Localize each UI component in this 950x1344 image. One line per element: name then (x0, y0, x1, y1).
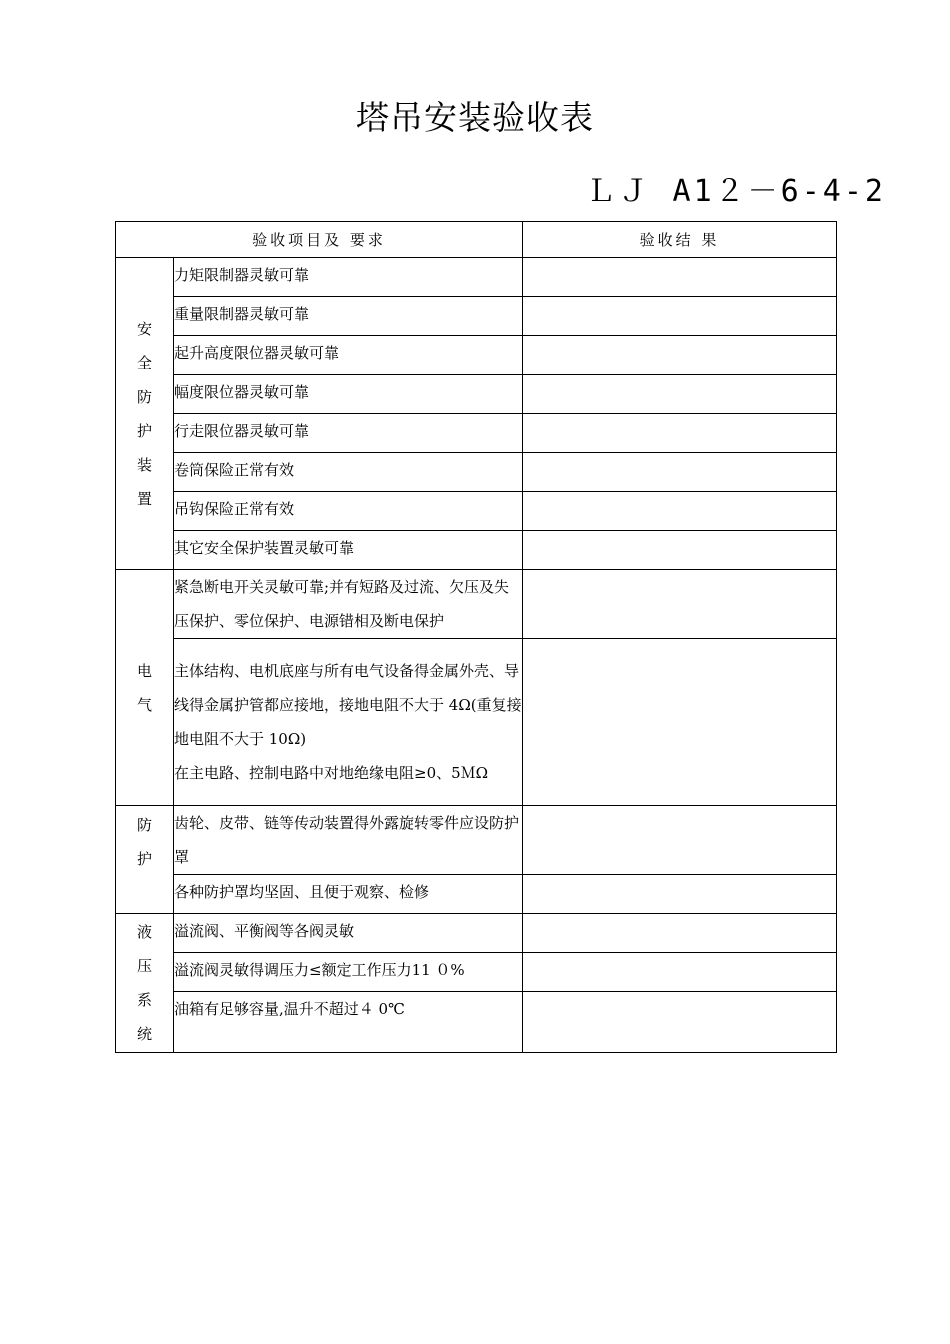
item-text: 油箱有足够容量,温升不超过４ 0℃ (174, 992, 523, 1053)
item-text: 溢流阀、平衡阀等各阀灵敏 (174, 914, 523, 953)
category-char: 电 (136, 661, 152, 680)
result-cell[interactable] (523, 453, 837, 492)
category-char: 压 (136, 957, 152, 975)
result-cell[interactable] (523, 258, 837, 297)
item-text: 起升高度限位器灵敏可靠 (174, 336, 523, 375)
table-row (116, 375, 837, 414)
item-text: 溢流阀灵敏得调压力≤额定工作压力11 ０% (174, 953, 523, 992)
form-code: ＬＪ A1２－6-4-2 (585, 174, 886, 209)
category-char: 液 (136, 923, 152, 941)
category-char: 安 (136, 319, 152, 338)
item-text: 紧急断电开关灵敏可靠;并有短路及过流、欠压及失压保护、零位保护、电源错相及断电保护 (174, 570, 523, 639)
item-text: 齿轮、皮带、链等传动装置得外露旋转零件应设防护罩 (174, 806, 523, 875)
table-row (116, 953, 837, 992)
item-text: 幅度限位器灵敏可靠 (174, 375, 523, 414)
table-row (116, 297, 837, 336)
table-row (116, 453, 837, 492)
item-text-multi (174, 639, 523, 806)
result-cell[interactable] (523, 414, 837, 453)
result-cell[interactable] (523, 639, 837, 806)
item-text: 力矩限制器灵敏可靠 (174, 258, 523, 297)
result-cell[interactable] (523, 375, 837, 414)
header-items: 验收项目及 要求 (116, 222, 523, 258)
form-title: 塔吊安装验收表 (356, 98, 594, 137)
item-text: 主体结构、电机底座与所有电气设备得金属外壳、导线得金属护管都应接地，接地电阻不大于 4Ω(重复接地电阻不大于 10Ω) (174, 662, 522, 748)
category-char: 护 (136, 849, 152, 868)
table-header-row (116, 222, 837, 258)
category-char: 全 (136, 353, 152, 372)
item-text: 吊钩保险正常有效 (174, 492, 523, 531)
item-text: 卷筒保险正常有效 (174, 453, 523, 492)
category-char: 置 (136, 489, 152, 508)
category-electrical (116, 570, 174, 806)
result-cell[interactable] (523, 875, 837, 914)
item-text: 各种防护罩均坚固、且便于观察、检修 (174, 875, 523, 914)
result-cell[interactable] (523, 570, 837, 639)
category-hydraulic (116, 914, 174, 1053)
item-text: 在主电路、控制电路中对地绝缘电阻≥0、5ＭΩ (174, 764, 489, 782)
table-row (116, 806, 837, 875)
result-cell[interactable] (523, 914, 837, 953)
result-cell[interactable] (523, 992, 837, 1053)
result-cell[interactable] (523, 297, 837, 336)
item-text: 行走限位器灵敏可靠 (174, 414, 523, 453)
table-row (116, 992, 837, 1053)
result-cell[interactable] (523, 492, 837, 531)
category-guarding (116, 806, 174, 914)
result-cell[interactable] (523, 953, 837, 992)
table-row (116, 531, 837, 570)
table-row (116, 639, 837, 806)
category-char: 护 (136, 421, 152, 440)
table-row (116, 258, 837, 297)
category-safety-devices (116, 258, 174, 570)
category-char: 防 (136, 815, 152, 834)
table-row (116, 914, 837, 953)
table-row (116, 336, 837, 375)
result-cell[interactable] (523, 531, 837, 570)
item-text: 其它安全保护装置灵敏可靠 (174, 531, 523, 570)
result-cell[interactable] (523, 336, 837, 375)
table-row (116, 570, 837, 639)
category-char: 防 (136, 387, 152, 406)
category-char: 装 (136, 455, 152, 474)
result-cell[interactable] (523, 806, 837, 875)
category-char: 系 (136, 991, 152, 1009)
table-row (116, 414, 837, 453)
header-result: 验收结 果 (523, 222, 837, 258)
table-row (116, 875, 837, 914)
category-char: 气 (136, 695, 152, 714)
inspection-table (115, 221, 837, 1053)
category-char: 统 (136, 1025, 152, 1043)
table-row (116, 492, 837, 531)
item-text: 重量限制器灵敏可靠 (174, 297, 523, 336)
